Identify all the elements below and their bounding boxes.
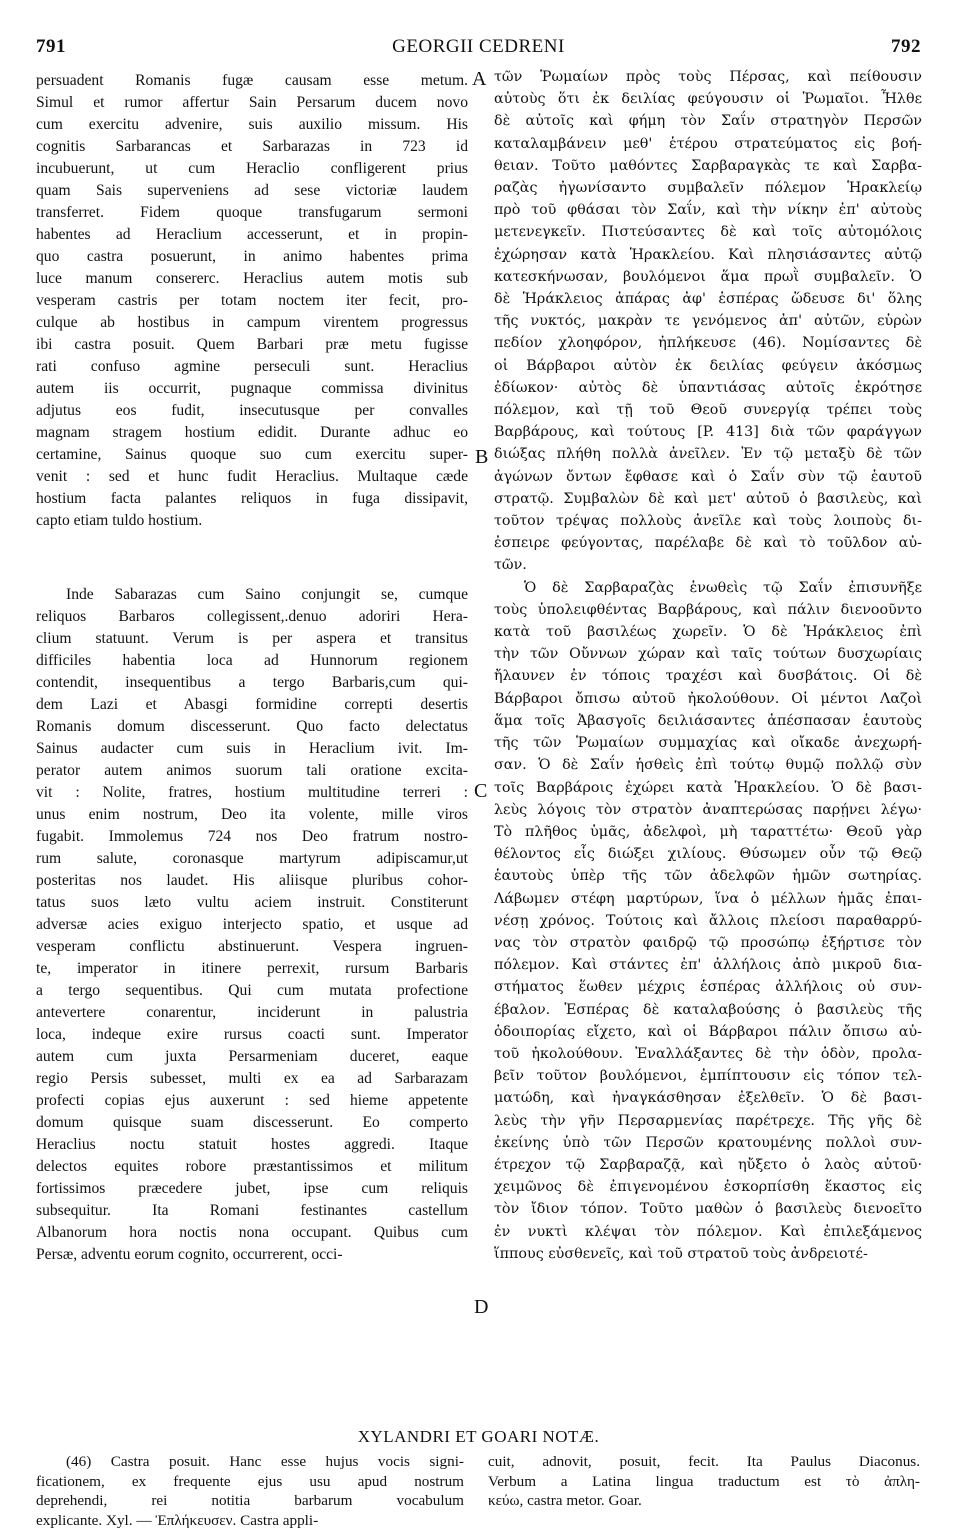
text-line: incubuerunt, ut cum Heraclio confligerent prius xyxy=(36,160,468,177)
margin-marker-d: D xyxy=(474,1296,489,1318)
text-line: ἐν νυκτὶ κλέψαι τὸν πόλεμον. Καὶ ἐπιλεξάμενος xyxy=(494,1223,922,1240)
text-line: θέλοντος εἷς διώξει χιλίους. Θύσωμεν οὖν τῷ Θεῷ xyxy=(494,846,922,863)
paragraph-gap xyxy=(36,532,468,584)
text-line: βεῖν τοῦτον βουλόμενοι, ἐμπίπτουσιν εἰς τόπον τελ- xyxy=(494,1068,922,1085)
margin-marker-b: B xyxy=(475,446,489,468)
text-line: τὸν ἴδιον τόπον. Τοῦτο μαθὼν ὁ βασιλεὺς διενοεῖτο xyxy=(494,1201,922,1218)
notes-title: XYLANDRI ET GOARI NOTÆ. xyxy=(357,1427,600,1446)
text-line: τοῦ ἠκολούθουν. Ἐναλλάξαντες δὲ τὴν ὁδὸν, προλα- xyxy=(494,1045,922,1062)
text-line: ibi castra posuit. Quem Barbari præ metu fugisse xyxy=(36,336,468,353)
text-line: rum salute, coronasque martyrum adipiscamur,ut xyxy=(36,850,468,867)
text-line: ἤλαυνεν ἐν τόποις τραχέσι καὶ δυσβάτοις. Οἱ δὲ xyxy=(494,668,922,685)
text-line: antevertere conarentur, inciderunt in palustria xyxy=(36,1004,468,1021)
latin-paragraph-1 xyxy=(36,70,468,532)
text-line: adjutus eos fudit, insecutusque per convalles xyxy=(36,402,468,419)
text-line: Τὸ πλῆθος ὑμᾶς, ἀδελφοὶ, μὴ ταραττέτω· Θεοῦ γὰρ xyxy=(494,823,922,840)
text-line: loca, indeque exire rursus coacti sunt. Imperator xyxy=(36,1026,468,1043)
text-line: τῶν. xyxy=(494,557,527,574)
text-line: πόλεμον, καὶ τῇ τοῦ Θεοῦ συνεργίᾳ τρέπει τοὺς xyxy=(494,402,922,419)
text-line: explicante. Xyl. — Ἐπλήκευσεν. Castra appli- xyxy=(36,1511,319,1529)
text-line: τοὺς ὑπολειφθέντας Βαρβάρους, καὶ πάλιν διενοοῦντο xyxy=(494,601,922,618)
text-line: Βαρβάρους, καὶ τούτους [P. 413] διὰ τῶν φαράγγων xyxy=(494,424,922,441)
text-line: regio Persis subesset, multi ex ea ad Sarbarazam xyxy=(36,1070,468,1087)
text-line: καταλαμβάνειν μεθ' ἑτέρου στρατεύματος εἰς βοή- xyxy=(494,135,922,152)
text-line: Ὁ δὲ Σαρβαραζὰς ἑνωθεὶς τῷ Σαΐν ἐπισυνῆξε xyxy=(524,579,922,596)
text-line: cum exercitu advenire, suis auxilio missum. His xyxy=(36,116,468,133)
text-line: ficationem, ex frequente ejus usu apud nostrum xyxy=(36,1472,464,1490)
text-line: ἀγώνων ὄντων ἔφθασε καὶ ὁ Σαΐν σὺν τῷ ἑαυτοῦ xyxy=(494,468,922,485)
text-line: difficiles habentia loca ad Hunnorum regionem xyxy=(36,652,468,669)
page-number-left: 791 xyxy=(36,36,66,57)
text-line: culque ab hostibus in campum virentem progressus xyxy=(36,314,468,331)
text-line: certamine, Sainus quoque suo cum exercitu super- xyxy=(36,446,468,463)
text-line: ραζὰς ἠγωνίσαντο συμβαλεῖν πόλεμον Ἡρακλείῳ xyxy=(494,180,922,197)
text-line: τῆς νυκτός, μακρὰν τε γενόμενος ἀπ' αὐτῶν, εὑρὼν xyxy=(494,313,922,330)
text-line: subsequitur. Ita Romani festinantes castellum xyxy=(36,1202,468,1219)
text-line: δὲ Ἡράκλειος ἀπάρας ἀφ' ἑσπέρας ὥδευσε δι' ὅλης xyxy=(494,291,922,308)
text-line: νέσῃ χρόνος. Τούτοις καὶ ἄλλοις πλείοσι παραθαρρύ- xyxy=(494,912,922,929)
text-line: λεὺς λόγοις τὸν στρατὸν ἀναπτερώσας παρῄνει λέγω· xyxy=(494,801,922,818)
text-line: χειμῶνος δὲ ἐπιγενομένου ἐσκορπίσθη ἕκαστος εἰς xyxy=(494,1179,922,1196)
text-line: τὴν τῶν Οὔννων χώραν καὶ ταῖς τούτων δυσχωρίαις xyxy=(494,646,922,663)
text-line: τοῖς Βαρβάροις ἐχώρει κατὰ Ἡρακλείου. Ὁ δὲ βασι- xyxy=(494,779,922,796)
text-line: σαν. Ὁ δὲ Σαΐν ἡσθεὶς ἐπὶ τούτῳ θυμῷ πολλῷ σὺν xyxy=(494,757,922,774)
text-line: luce manum consererc. Heraclius autem motis sub xyxy=(36,270,468,287)
greek-column xyxy=(494,66,922,1265)
text-line: ματώδη, καὶ ἠναγκάσθησαν ἐξελθεῖν. Ὁ δὲ βασι- xyxy=(494,1090,922,1107)
text-line: magnam stragem hostium edidit. Durante adhuc eo xyxy=(36,424,468,441)
text-line: adversæ acies exiguo interjecto spatio, et usque ad xyxy=(36,916,468,933)
text-line: Λάβωμεν στέφη μαρτύρων, ἵνα ὁ μέλλων ἡμᾶς ἐπαι- xyxy=(494,890,922,907)
text-line: transferret. Fidem quoque transfugarum sermoni xyxy=(36,204,468,221)
text-line: quo castra posuerunt, in animo habentes prima xyxy=(36,248,468,265)
text-line: Simul et rumor affertur Sain Persarum ducem novo xyxy=(36,94,468,111)
text-line: unus enim nostrum, Deo ita volente, mille viros xyxy=(36,806,468,823)
text-line: ἅμα τοῖς Ἀβασγοῖς δειλιάσαντες ἀπέσπασαν ἑαυτοὺς xyxy=(494,712,922,729)
text-line: domum quisque suam discesserunt. Eo comperto xyxy=(36,1114,468,1131)
text-line: profecti copias ejus auxerunt : sed hieme appetente xyxy=(36,1092,468,1109)
text-line: contendit, insequentibus a tergo Barbaris,cum qui- xyxy=(36,674,468,691)
text-line: ἐδίωκον· αὐτὸς δὲ ὑπαντιάσας αὐτοῖς ἐκρότησε xyxy=(494,379,922,396)
text-line: κατὰ τοῦ βασιλέως χωρεῖν. Ὁ δὲ Ἡράκλειος ἐπὶ xyxy=(494,624,922,641)
text-line: λεὺς τὴν γῆν Περσαρμενίας παρέτρεχε. Τῆς γῆς δὲ xyxy=(494,1112,922,1129)
text-line: cuit, adnovit, posuit, fecit. Ita Paulus Diaconus. xyxy=(488,1453,920,1470)
text-line: tatus suos læto vultu aciem instruit. Constiterunt xyxy=(36,894,468,911)
text-line: ἐσπειρε φεύγοντας, παρέλαβε δὲ καὶ τὸ τοῦλδον αὐ- xyxy=(494,535,922,552)
text-line: rati confuso agmine perseculi sunt. Heraclius xyxy=(36,358,468,375)
text-line: κατεσκήνωσαν, βουλόμενοι ἅμα πρωῒ συμβαλεῖν. Ὁ xyxy=(494,268,922,285)
text-line: quam Sais superveniens ad sese victoriæ laudem xyxy=(36,182,468,199)
text-line: διώξας πλήθη πολλὰ ἀνεῖλεν. Ἐν τῷ μεταξὺ δὲ τῶν xyxy=(494,446,922,463)
text-line: hostium facta palantes reliquos in fuga dissipavit, xyxy=(36,490,468,507)
margin-marker-c: C xyxy=(474,780,488,802)
text-line: perator autem animos suorum tali oratione excita- xyxy=(36,762,468,779)
text-line: a tergo sequentibus. Qui cum mutata profectione xyxy=(36,982,468,999)
text-line: ἐχώρησαν κατὰ Ἡρακλείου. Καὶ πλησιάσαντες αὐτῷ xyxy=(494,246,922,263)
text-line: reliquos Barbaros collegissent,.denuo adoriri Hera- xyxy=(36,608,468,625)
text-line: τῶν Ῥωμαίων πρὸς τοὺς Πέρσας, καὶ πείθουσιν xyxy=(494,69,922,85)
text-line: στρατῷ. Συμβαλὼν δὲ καὶ μετ' αὐτοῦ ὁ βασιλεὺς, καὶ xyxy=(494,490,922,507)
text-line: venit : sed et hunc fudit Heraclius. Multaque cæde xyxy=(36,468,468,485)
greek-paragraph-1 xyxy=(494,66,922,577)
text-line: posteritas nos laudet. His aliisque pluribus cohor- xyxy=(36,872,468,889)
notes-left-column xyxy=(36,1452,464,1530)
page-number-right: 792 xyxy=(891,36,921,57)
text-line: cognitis Sarbarancas et Sarbarazas in 723 id xyxy=(36,138,468,155)
text-line: τοῦτον τρέψας πολλοὺς ἀνεῖλε καὶ τοὺς λοιποὺς δι- xyxy=(494,513,922,530)
text-line: autem cum juxta Persarmeniam duceret, eaque xyxy=(36,1048,468,1065)
text-line: νας τὸν στρατὸν φαιδρῷ τῷ προσώπῳ ἐξήρτισε τὸν xyxy=(494,934,922,951)
text-line: dem Lazi et Abasgi formidine correpti desertis xyxy=(36,696,468,713)
text-line: ἵππους εὐσθενεῖς, καὶ τοῦ στρατοῦ τοὺς ἀνδρειοτέ- xyxy=(494,1245,868,1262)
notes-right-column xyxy=(488,1452,920,1511)
text-line: πρὸ τοῦ φθάσαι τὸν Σαΐν, καὶ τὴν νίκην ἐπ' αὐτοὺς xyxy=(494,202,922,219)
latin-paragraph-2 xyxy=(36,584,468,1266)
text-line: (46) Castra posuit. Hanc esse hujus vocis signi- xyxy=(66,1453,464,1470)
margin-marker-a: A xyxy=(472,68,487,90)
text-line: vit : Nolite, fratres, hostium multitudine terreri : xyxy=(36,784,468,801)
latin-column xyxy=(36,70,468,1266)
text-line: Sainus audacter cum suis in Heraclium ivit. Im- xyxy=(36,740,468,757)
text-line: πεδίον χλοηφόρον, ἠπλήκευσε (46). Νομίσαντες δὲ xyxy=(494,335,922,352)
text-line: Heraclius noctu statuit hostes aggredi. Itaque xyxy=(36,1136,468,1153)
text-line: έτρεχον τῷ Σαρβαραζᾷ, καὶ ηὔξετο ὁ λαὸς αὐτοῦ· xyxy=(494,1156,922,1173)
text-line: ὁδοιπορίας εἴχετο, καὶ οἱ Βάρβαροι πάλιν ὄπισω αὐ- xyxy=(494,1023,922,1040)
text-line: τῆς τῶν Ῥωμαίων συμμαχίας καὶ οἴκαδε ἀνεχωρή- xyxy=(494,735,922,752)
text-line: έβαλον. Ἑσπέρας δὲ καταλαβούσης ὁ βασιλεὺς τῆς xyxy=(494,1001,922,1018)
page-header xyxy=(36,36,921,60)
text-line: delectos equites robore præstantissimos et militum xyxy=(36,1158,468,1175)
text-line: Inde Sabarazas cum Saino conjungit se, cumque xyxy=(66,586,468,603)
text-line: Verbum a Latina lingua traductum est τὸ ἀπλη- xyxy=(488,1472,920,1490)
text-line: αὐτοὺς ὅτι ἐκ δειλίας φεύγουσιν οἱ Ῥωμαῖοι. Ἦλθε xyxy=(494,91,922,108)
text-line: Βάρβαροι ὄπισω αὐτοῦ ἠκολούθουν. Οἱ μέντοι Λαζοὶ xyxy=(494,690,922,707)
text-line: te, imperator in itinere perrexit, rursum Barbaris xyxy=(36,960,468,977)
text-line: autem iis occurrit, pugnaque commissa divinitus xyxy=(36,380,468,397)
text-line: μετενεγκεῖν. Πιστεύσαντες δὲ καὶ τοῖς αὐτομόλοις xyxy=(494,224,922,241)
text-line: Romanis domum discesserunt. Quo facto delectatus xyxy=(36,718,468,735)
greek-paragraph-2 xyxy=(494,577,922,1265)
text-line: οἱ Βάρβαροι αὐτὸν ἐκ δειλίας φεύγειν ἀκόσμως xyxy=(494,357,922,374)
text-line: vesperam conflictu abstinuerunt. Vespera ingruen- xyxy=(36,938,468,955)
text-line: Albanorum hora noctis nona occupant. Quibus cum xyxy=(36,1224,468,1241)
text-line: habentes ad Heraclium accesserunt, et in propin- xyxy=(36,226,468,243)
text-line: δὲ αὐτοῖς καὶ φήμη τὸν Σαΐν στρατηγὸν Περσῶν xyxy=(494,113,922,130)
text-line: clium statuunt. Verum is per aspera et transitus xyxy=(36,630,468,647)
text-line: ἐκείνης ὑπὸ τῶν Περσῶν κρατουμένης πολλοὶ συν- xyxy=(494,1134,922,1151)
text-line: fortissimos præcedere jubet, ipse cum reliquis xyxy=(36,1180,468,1197)
text-line: deprehendi, rei notitia barbarum vocabulum xyxy=(36,1492,464,1509)
text-line: fugabit. Immolemus 724 nos Deo fratrum nostro- xyxy=(36,828,468,845)
text-line: vesperam castris per totam noctem iter fecit, pro- xyxy=(36,292,468,309)
text-line: θειαν. Τοῦτο μαθόντες Σαρβαραγκὰς τε καὶ Σαρβα- xyxy=(494,157,922,174)
text-line: Persæ, adventu eorum cognito, occurrerent, occi- xyxy=(36,1246,343,1263)
text-line: capto etiam tuldo hostium. xyxy=(36,512,203,529)
running-title: GEORGII CEDRENI xyxy=(392,36,565,57)
text-line: ἑαυτοὺς ὑπὲρ τῆς τῶν ἀδελφῶν ἡμῶν σωτηρίας. xyxy=(494,868,922,885)
text-line: στήματος ἕωθεν μέχρις ἑσπέρας ἀλλήλοις οὐ συν- xyxy=(494,979,922,996)
text-line: κεύω, castra metor. Goar. xyxy=(488,1492,642,1509)
text-line: persuadent Romanis fugæ causam esse metum. xyxy=(36,72,468,89)
text-line: πόλεμον. Καὶ στάντες ἐπ' ἀλλήλοις ἀπὸ μικροῦ δια- xyxy=(494,957,922,974)
